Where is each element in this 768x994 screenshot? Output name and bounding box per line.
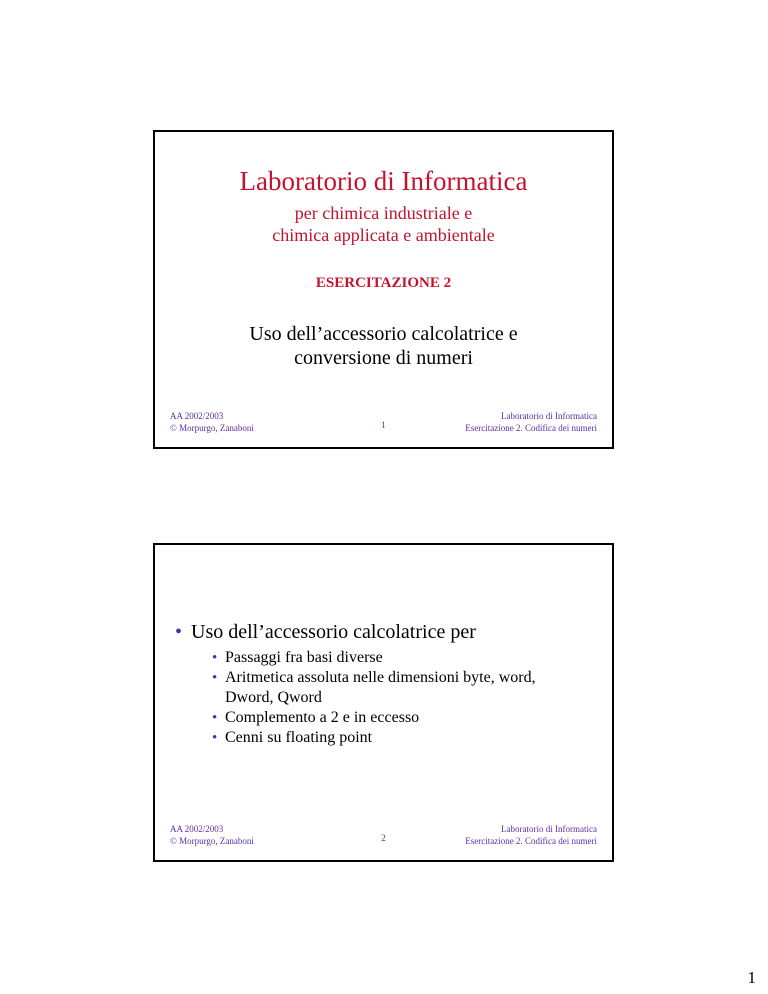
footer-year: AA 2002/2003 <box>170 411 224 421</box>
bullet-text: Uso dell’accessorio calcolatrice per <box>191 621 476 643</box>
footer-course: Laboratorio di Informatica <box>501 824 597 834</box>
bullet-dot-icon: • <box>175 621 183 643</box>
slide-subtitle <box>155 202 612 246</box>
sub-bullet-dot-icon: • <box>212 650 218 666</box>
sub-bullet-list <box>212 648 592 748</box>
sub-bullet-dot-icon: • <box>212 730 218 746</box>
sub-bullet-dot-icon: • <box>212 670 218 686</box>
footer-exercise: Esercitazione 2. Codifica dei numeri <box>465 836 597 846</box>
sub-bullet-item <box>212 728 562 748</box>
sub-bullet-item <box>212 648 562 668</box>
slide-2 <box>153 543 614 862</box>
exercise-label: ESERCITAZIONE 2 <box>315 275 452 291</box>
topic-line-1: Uso dell’accessorio calcolatrice e <box>249 323 518 345</box>
footer-right <box>465 410 597 434</box>
sub-bullet-text: Passaggi fra basi diverse <box>225 649 383 666</box>
sub-bullet-text: Aritmetica assoluta nelle dimensioni byte, word, Dword, Qword <box>225 669 536 706</box>
subtitle-line-1: per chimica industriale e <box>294 203 473 223</box>
slide-number: 2 <box>381 833 386 843</box>
page-number: 1 <box>747 968 756 987</box>
footer-year: AA 2002/2003 <box>170 824 224 834</box>
slide-title: Laboratorio di Informatica <box>239 166 528 196</box>
sub-bullet-text: Cenni su floating point <box>225 729 373 746</box>
slide-number: 1 <box>381 420 386 430</box>
topic-line-2: conversione di numeri <box>294 347 473 369</box>
footer-authors: © Morpurgo, Zanaboni <box>170 836 254 846</box>
subtitle-line-2: chimica applicata e ambientale <box>272 225 495 245</box>
bullet-item <box>175 620 592 644</box>
sub-bullet-text: Complemento a 2 e in eccesso <box>225 709 420 726</box>
sub-bullet-item <box>212 708 562 728</box>
footer-exercise: Esercitazione 2. Codifica dei numeri <box>465 423 597 433</box>
slide-topic <box>155 322 612 370</box>
bullet-list <box>175 620 592 748</box>
footer-authors: © Morpurgo, Zanaboni <box>170 423 254 433</box>
sub-bullet-item <box>212 668 562 708</box>
slide-1 <box>153 130 614 449</box>
footer-right <box>465 823 597 847</box>
sub-bullet-dot-icon: • <box>212 710 218 726</box>
footer-course: Laboratorio di Informatica <box>501 411 597 421</box>
